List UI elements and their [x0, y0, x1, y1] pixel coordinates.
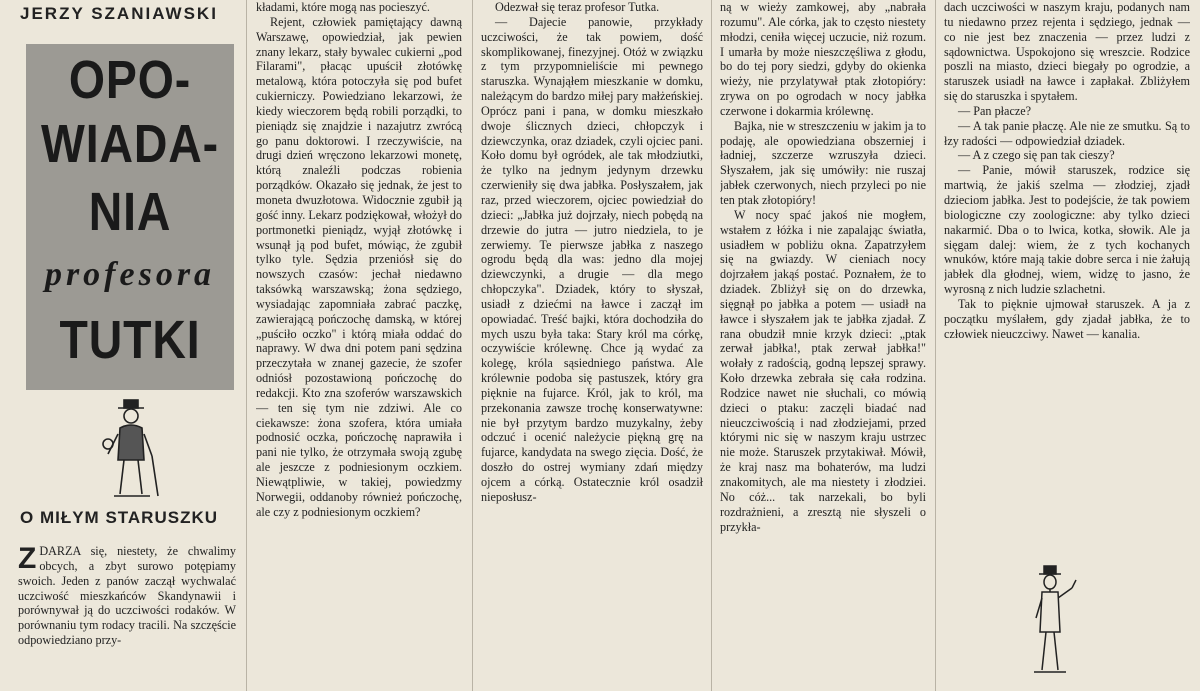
article-subheading: O MIŁYM STARUSZKU	[20, 508, 219, 527]
column-5-paragraph: — A z czego się pan tak cieszy?	[958, 148, 1115, 163]
column-2-paragraph: kładami, które mogą nas pocieszyć.	[256, 0, 430, 14]
title-line-3: NIA	[88, 182, 172, 242]
column-5-paragraph: — Pan płacze?	[958, 103, 1032, 118]
column-4-paragraph: Bajka, nie w streszczeniu w jakim ja to podaję, ale opowiedziana obszerniej i ładniej, szczerze wzruszyła dzieci. Słyszałem, jak się umówiły: nie ruszaj jabłek czerwonych, niech przyleci po nie ten ptak złotopióry!	[720, 118, 926, 207]
column-1-text	[18, 544, 236, 648]
gentleman-illustration	[1024, 562, 1084, 682]
column-5-paragraph: — Panie, mówił staruszek, rodzice się martwią, że jakiś szelma — złodziej, zjadł dzieciom jabłka. Jest to podejście, że tak powiem biologiczne czy zoologiczne: aby tylko dzieci nakarmić. Dba o to lwica, kotka, słowik. Ale ja sięgam dalej: wiem, że z tych kochanych wnuków, które mają takie dobre serca i nie żałują jabłek dla głodnej, wiem, widzę to jasno, że wyrosną z nich ludzie szlachetni.	[944, 163, 1190, 297]
column-3	[481, 0, 703, 691]
column-5-paragraph: Tak to pięknie ujmował staruszek. A ja z początku myślałem, gdy zjadał jabłka, że to człowiek nieuczciwy. Nawet — kanalia.	[944, 296, 1190, 341]
title-line-2: WIADA-	[41, 114, 219, 174]
column-2	[256, 0, 462, 691]
title-italic: profesora	[44, 256, 216, 293]
drop-cap: Z	[18, 542, 37, 575]
title-block	[26, 44, 234, 390]
column-1-paragraph: DARZA się, niestety, że chwalimy obcych, a zbyt surowo potępiamy swoich. Jeden z panów zaczął wychwalać uczciwość mieszkańców Skandynawii i porównywał ją do uczciwości rodaków. W porównaniu tym rodacy tracili. Na szczęście odpowiedziano przy-	[18, 544, 236, 648]
old-man-illustration	[100, 398, 164, 502]
column-3-paragraph: — Dajecie panowie, przykłady uczciwości, że tak powiem, dość skomplikowanej, finezyjnej. Otóż w związku z tym przypomnieliście mi pewnego staruszka. Wynająłem mieszkanie w domku, należącym do bardzo miłej pary małżeńskiej. Oprócz pani i pana, w domku mieszkało dwoje ślicznych dzieci, chłopczyk i dziewczynka, oraz dziadek, czyli ojciec pani. Koło domu był ogródek, ale tak młodziutki, że tylko na jednym jedynym drzewku czerwieniły się dwa jabłka. Posłyszałem, jak raz, przed wieczorem, ojciec powiedział do dzieci: „Jabłka już dojrzały, niech pobędą na drzewie do jutra — jutro niedziela, to je zerwiemy. Te pierwsze jabłka z naszego ogrodu będą dla was: jedno dla mojej dziewczynki, a drugie — dla mego chłopczyka". Dziadek, który to słyszał, usiadł z dziećmi na ławce i zaczął im opowiadać. Treść bajki, która dochodziła do mych uszu była taka: Stary król ma córkę, oczywiście królewnę. Chce ją wydać za kolegę, króla sąsiedniego państwa. Ale królewnie podoba się pastuszek, który gra pięknie na fujarce. Król, jak to król, ma przekonania zawsze trochę konserwatywne: nie był przytym bardzo muzykalny, żeby odczuć i ocenić należycie piękną grę na fujarce, kandydata na swego zięcia. Dość, że doszło do ostrej wymiany zdań między ojcem a córką. Ostatecznie król osadził nieposłusz-	[481, 14, 703, 504]
column-5-paragraph: dach uczciwości w naszym kraju, podanych nam tu niedawno przez rejenta i sędziego, jednak — co nie jest bez znaczenia — przez ludzi z sądownictwa. Uspokojono się wreszcie. Rodzice poszli na miasto, dzieci biegały po ogrodzie, a staruszek usiadł na ławce i zapłakał. Zbliżyłem się do staruszka i spytałem.	[944, 0, 1190, 104]
column-3-paragraph: Odezwał się teraz profesor Tutka.	[495, 0, 660, 14]
column-4	[720, 0, 926, 691]
column-4-paragraph: ną w wieży zamkowej, aby „nabrała rozumu". Ale córka, jak to często niestety młodzi, ceniła więcej uczucie, niż rozum. I umarła by może nieszczęśliwa z głodu, bo do tej pory siedzi, gdyby do okienka wieży, nie przylatywał ptak złotopióry: zrywa on po ogrodach w nocy jabłka czerwone i dokarmia królewnę.	[720, 0, 926, 118]
title-line-1: OPO-	[68, 50, 192, 110]
column-2-paragraph: Rejent, człowiek pamiętający dawną Warszawę, opowiedział, jak pewien znany lekarz, stały bywalec cukierni „pod Filarami", płacąc upuścił złotówkę metalową, która potoczyła się pod bufet cukierniczy. Powiedziano lekarzowi, że kiedy wieczorem będą robili porządki, to pieniądz się znajdzie i nazajutrz zwrócą go panu doktorowi. I rzeczywiście, na drugi dzień wręczono lekarzowi monetę, którą znaleźli podczas robienia porządków. Okazało się jednak, że jest to moneta dwuzłotowa. Widocznie zgubił ją gość inny. Lekarz podziękował, włożył do portmonetki pieniądz, wyjął złotówkę i wsunął ją pod bufet, mówiąc, że zgubił tylko tyle. Sędzia przeniósł się do nowszych czasów: jechał niedawno taksówką warszawską; żona sędziego, wysiadając zapomniała zabrać paczkę, zawierającą pończochę damską, w której „puściło oczko" i którą miała oddać do naprawy. W dwa dni potem pani sędzina przeczytała w znanej gazecie, że szofer odniósł pozostawioną pończochę do redakcji. Kto zna szoferów warszawskich — ten się tym nie zdziwi. Ale co ciekawsze: żona szofera, która umiała podnosić oczka, pończochę naprawiła i pani nie tylko, że otrzymała swoją zgubę ale jeszcze z podniesionym oczkiem. Niewątpliwie, w takiej, powiedzmy Norwegii, oddanoby również pończochę, ale czy z podniesionym oczkiem?	[256, 14, 462, 519]
article-author: JERZY SZANIAWSKI	[20, 4, 218, 23]
title-line-4: TUTKI	[59, 310, 201, 370]
column-5-paragraph: — A tak panie płaczę. Ale nie ze smutku. Są to łzy radości — odpowiedział dziadek.	[944, 118, 1190, 148]
column-4-paragraph: W nocy spać jakoś nie mogłem, wstałem z łóżka i nie zapalając światła, usiadłem w pobliżu okna. Zapatrzyłem się na gwiazdy. W cieniach nocy dojrzałem jakąś postać. Poznałem, że to dziadek. Zbliżył się on do drzewka, sięgnął po jabłka a potem — usiadł na ławce i słyszałem jak te jabłka zjadał. Z rana obudził mnie krzyk dzieci: „ptak zerwał jabłka!, ptak zerwał jabłka!" wołały z radością, godną lepszej sprawy. Koło drzewka zebrała się cała rodzina. Rodzice nawet nie słuchali, co mówią dzieci o ptaku: zaczęli biadać nad nieuczciwością i nad złodziejami, przed którymi nic się w naszym kraju ustrzec nie może. Staruszek przytakiwał. Mówił, że kraj nasz ma bohaterów, ma ludzi znakomitych, ale ma niestety i złodziei. No cóż... tak narzekali, bo byli rozdrażnieni, a zresztą nie słyszeli o przykła-	[720, 207, 926, 534]
column-5	[944, 0, 1190, 540]
